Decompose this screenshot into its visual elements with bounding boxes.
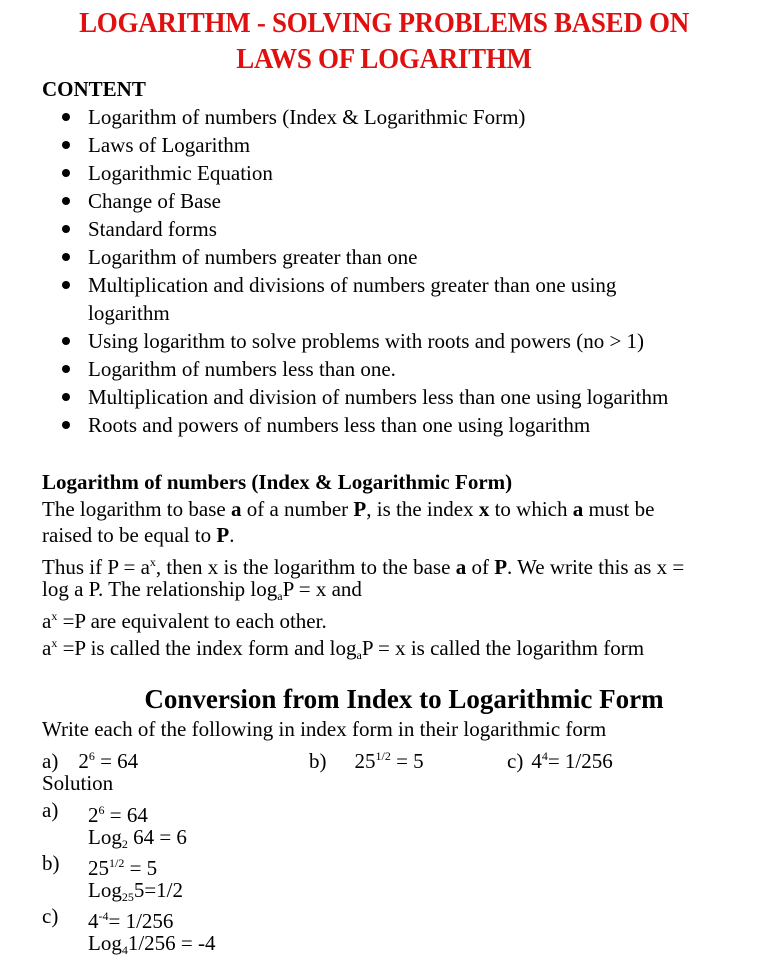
solution-c-log: Log$_4$1/256 = -4: [88, 931, 216, 957]
content-list-item: Logarithm of numbers (Index & Logarithmic Form): [62, 103, 752, 131]
bullet-icon: [62, 169, 70, 177]
content-list: [62, 103, 752, 439]
bullet-icon: [62, 197, 70, 205]
solution-a-log: Log$_2$ 64 = 6: [88, 825, 187, 851]
content-list-item: Using logarithm to solve problems with roots and powers (no > 1): [62, 327, 752, 355]
definition-paragraph-line-4: log a P. The relationship $\log_aP = x$ and: [42, 577, 362, 603]
solution-a-index: $2^6 = 64$: [88, 803, 148, 827]
solution-a-label: a): [42, 798, 59, 822]
content-list-item: Roots and powers of numbers less than one using logarithm: [62, 411, 752, 439]
definition-paragraph-line-2: raised to be equal to P.: [42, 523, 235, 547]
solution-c-label: c): [42, 904, 59, 928]
content-list-item: Logarithm of numbers less than one.: [62, 355, 752, 383]
bullet-icon: [62, 281, 70, 289]
solution-c-index: $4^{-4}= 1/256$: [88, 909, 174, 933]
solution-b-index: $25^{1/2} = 5$: [88, 856, 158, 880]
definition-paragraph-line-5: $a^x =P$ are equivalent to each other.: [42, 609, 327, 633]
bullet-icon: [62, 421, 70, 429]
bullet-icon: [62, 141, 70, 149]
content-list-item: Standard forms: [62, 215, 752, 243]
bullet-icon: [62, 365, 70, 373]
solution-b-label: b): [42, 851, 60, 875]
definition-paragraph-line-1: The logarithm to base a of a number P, is the index x to which a must be: [42, 497, 655, 521]
definition-paragraph-line-6: $a^x =P$ is called the index form and $\log_aP = x$ is called the logarithm form: [42, 636, 645, 662]
document-title-line-1: LOGARITHM - SOLVING PROBLEMS BASED ON: [79, 7, 689, 39]
bullet-icon: [62, 393, 70, 401]
bullet-icon: [62, 225, 70, 233]
content-list-item: Logarithmic Equation: [62, 159, 752, 187]
question-c: c) $4^4= 1/256$: [507, 749, 613, 773]
content-list-item: Logarithm of numbers greater than one: [62, 243, 752, 271]
solution-label: Solution: [42, 771, 114, 795]
bullet-icon: [62, 113, 70, 121]
definition-paragraph-line-3: Thus if $P = a^x$, then x is the logarithm to the base a of P. We write this as x =: [42, 555, 685, 579]
section-heading-index-log-form: Logarithm of numbers (Index & Logarithmic Form): [42, 470, 513, 494]
conversion-instruction: Write each of the following in index form in their logarithmic form: [42, 717, 607, 741]
document-title-line-2: LAWS OF LOGARITHM: [236, 43, 532, 75]
bullet-icon: [62, 337, 70, 345]
question-a: a) $2^6 = 64$: [42, 749, 139, 773]
content-list-item: Multiplication and divisions of numbers greater than one using logarithm: [62, 271, 752, 327]
content-list-item: Multiplication and division of numbers less than one using logarithm: [62, 383, 752, 411]
section-heading-conversion: Conversion from Index to Logarithmic Form: [144, 684, 664, 714]
content-heading: CONTENT: [42, 77, 146, 101]
content-list-item: Change of Base: [62, 187, 752, 215]
content-list-item: Laws of Logarithm: [62, 131, 752, 159]
bullet-icon: [62, 253, 70, 261]
question-b: b) $25^{1/2} = 5$: [309, 749, 424, 773]
solution-b-log: Log$_{25}$5=1/2: [88, 878, 184, 904]
